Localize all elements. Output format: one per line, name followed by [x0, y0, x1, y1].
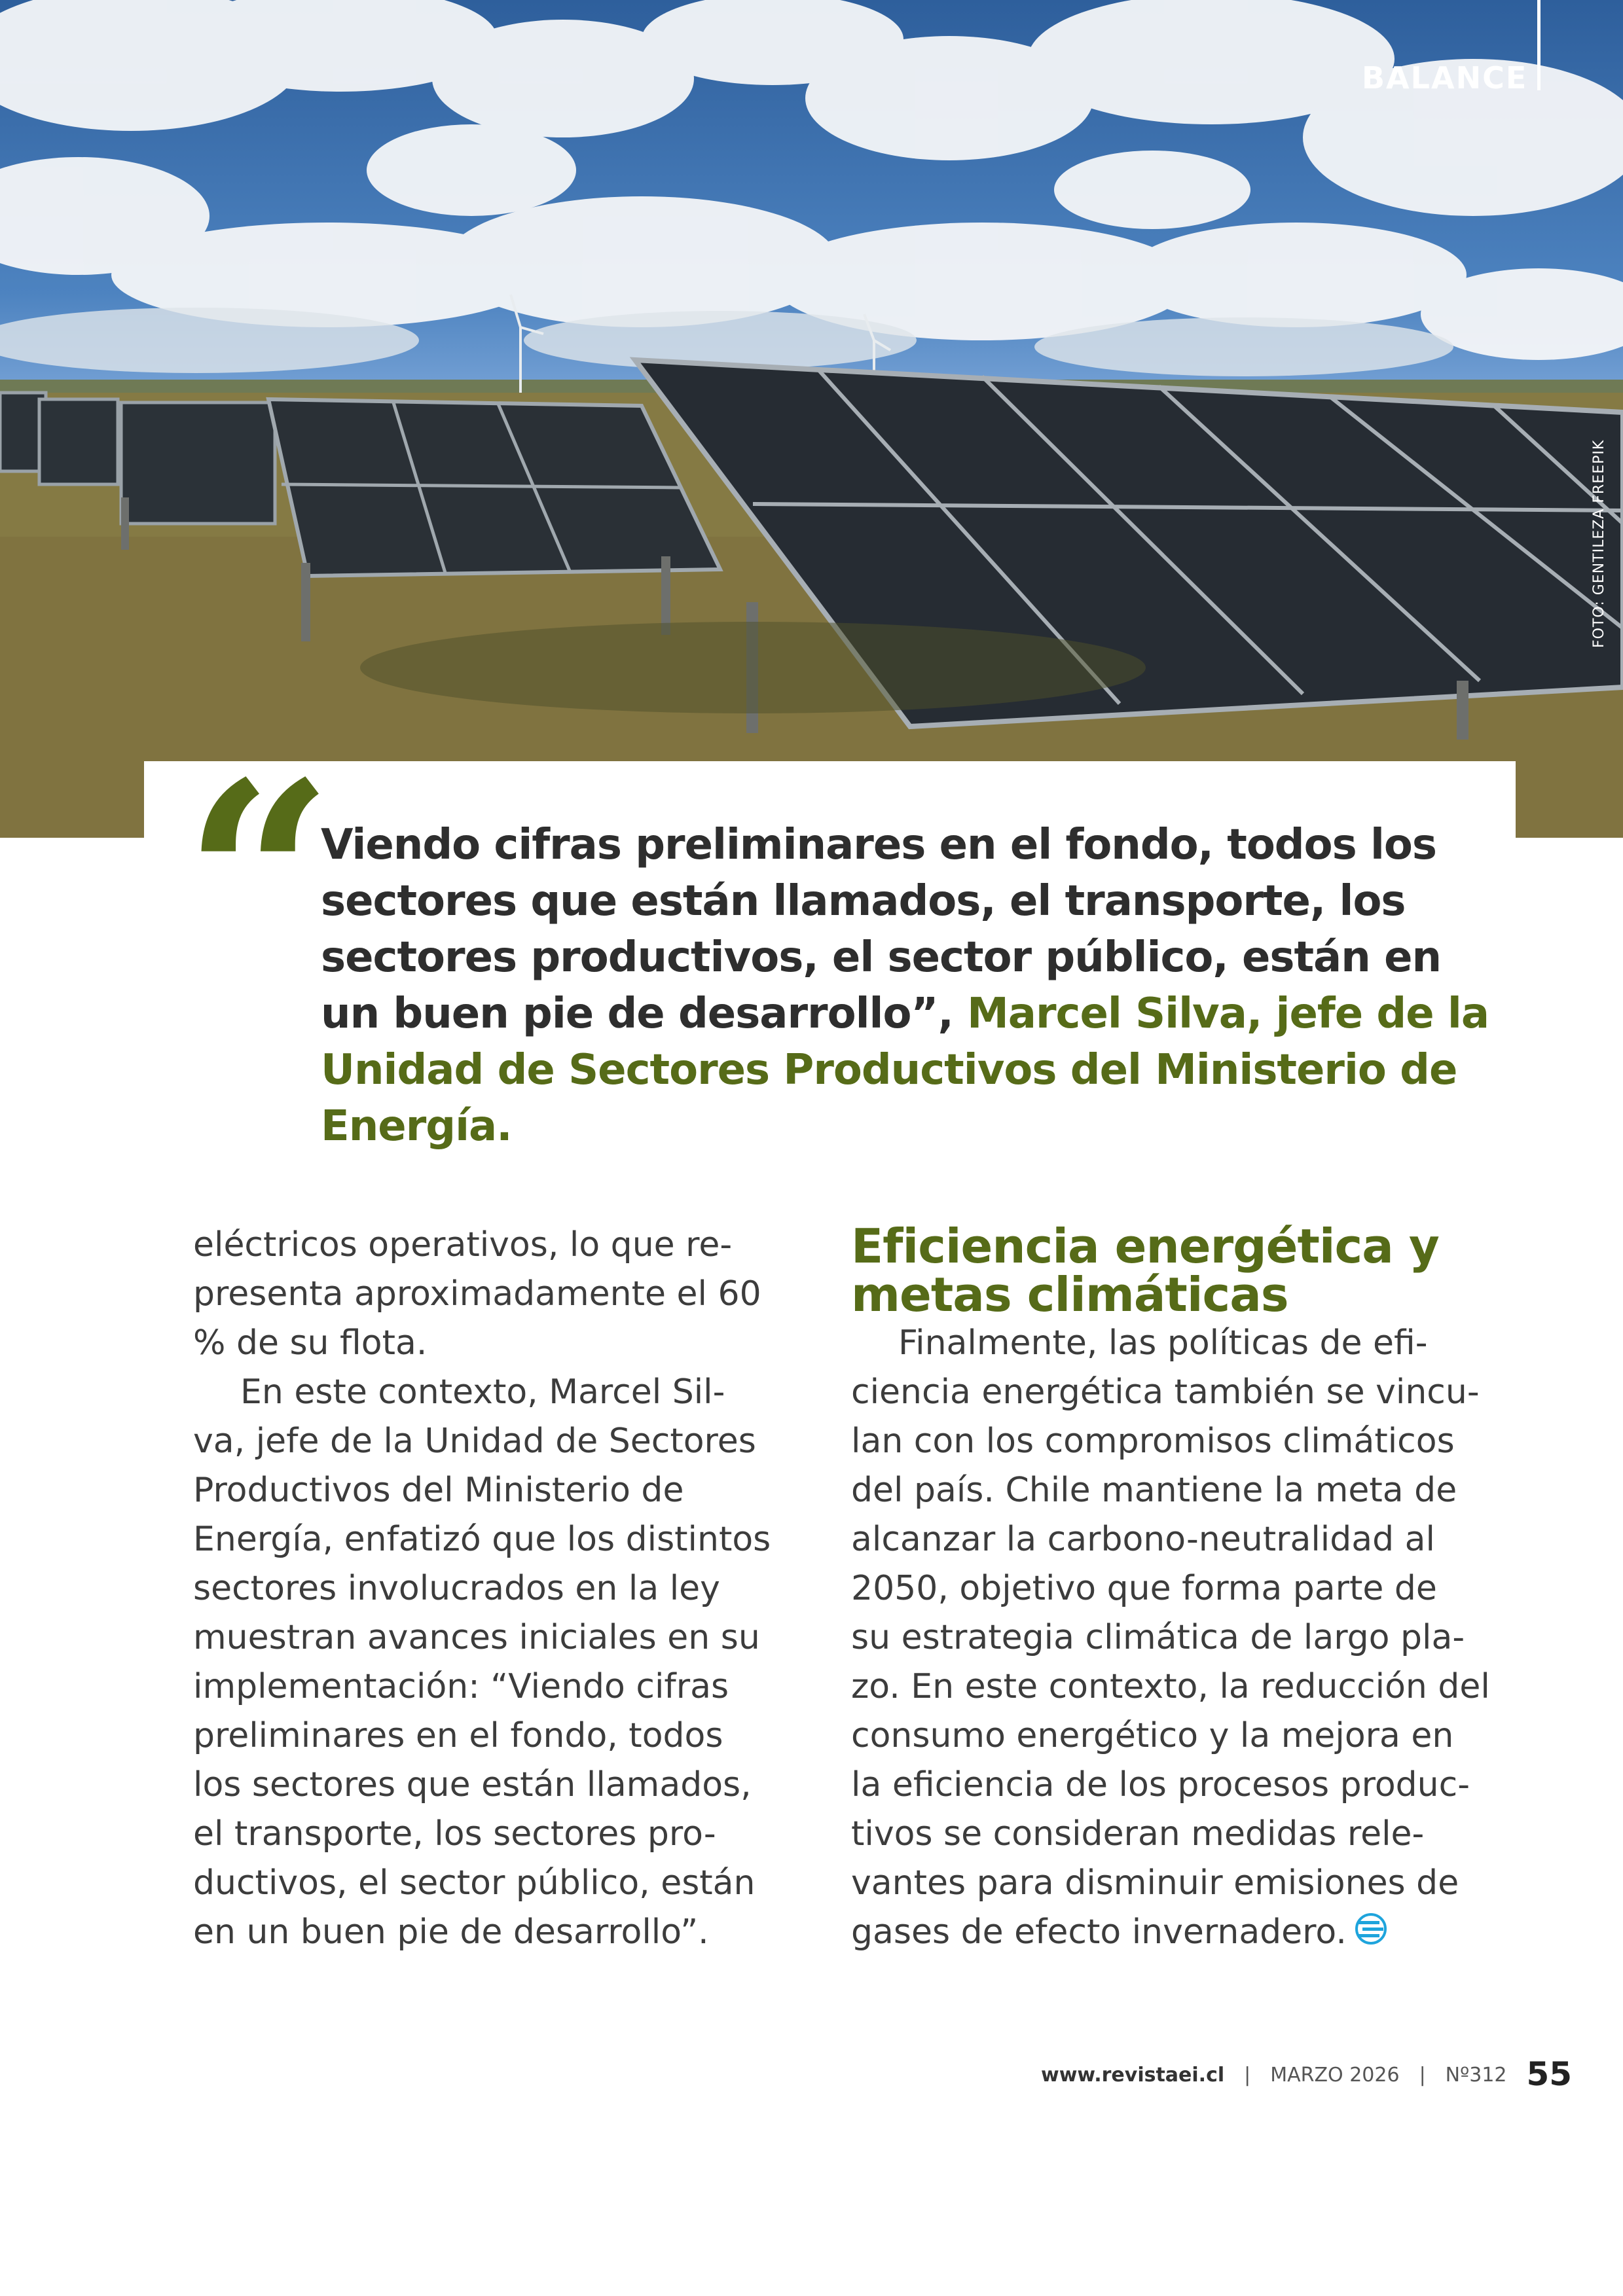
hero-photo: [0, 0, 1623, 838]
section-tag: BALANCE: [1362, 60, 1528, 96]
text-line-last-content: gases de efecto invernadero.: [851, 1912, 1347, 1952]
footer-url[interactable]: www.revistaei.cl: [1041, 2064, 1225, 2087]
heading-line: Eficiencia energética y: [851, 1219, 1439, 1274]
text-line: del país. Chile mantiene la meta de: [851, 1471, 1457, 1510]
quote-mark-icon: “: [183, 725, 302, 1033]
text-line: alcanzar la carbono-neutralidad al: [851, 1520, 1435, 1559]
text-line: Productivos del Ministerio de: [193, 1471, 684, 1510]
text-line: en un buen pie de desarrollo”.: [193, 1912, 709, 1952]
text-line: Energía, enfatizó que los distintos: [193, 1520, 771, 1559]
text-line: lan con los compromisos climáticos: [851, 1422, 1455, 1461]
footer-issue: Nº312: [1445, 2064, 1507, 2087]
heading-line: metas climáticas: [851, 1267, 1288, 1322]
text-line: % de su flota.: [193, 1323, 428, 1363]
section-heading: [851, 1219, 1493, 1322]
text-line: vantes para disminuir emisiones de: [851, 1863, 1459, 1903]
text-line: presenta aproximadamente el 60: [193, 1274, 761, 1314]
footer-date: MARZO 2026: [1270, 2064, 1400, 2087]
text-line: 2050, objetivo que forma parte de: [851, 1569, 1437, 1608]
text-line: ductivos, el sector público, están: [193, 1863, 756, 1903]
pull-quote-attribution: Marcel Silva, jefe de la Unidad de Sectores Productivos del Ministerio de Energía.: [321, 990, 1489, 1151]
text-line: su estrategia climática de largo pla-: [851, 1618, 1465, 1657]
pull-quote-text: [321, 817, 1499, 1155]
text-line: consumo energético y la mejora en: [851, 1716, 1454, 1755]
pull-quote-body: Viendo cifras preliminares en el fondo, todos los sectores que están llamados, el transporte, los sectores productivos, el sector público, están en un buen pie de desarrollo”,: [321, 821, 1442, 1038]
text-line: va, jefe de la Unidad de Sectores: [193, 1422, 756, 1461]
text-line: En este contexto, Marcel Sil-: [240, 1372, 725, 1412]
text-line-last: [851, 1908, 1493, 1959]
text-line: sectores involucrados en la ley: [193, 1569, 720, 1608]
solar-farm-illustration: [0, 0, 1623, 838]
text-line: eléctricos operativos, lo que re-: [193, 1225, 733, 1265]
text-line: zo. En este contexto, la reducción del: [851, 1667, 1490, 1706]
footer-separator: |: [1244, 2064, 1251, 2087]
ei-logo-icon: [1355, 1910, 1387, 1959]
text-line: implementación: “Viendo cifras: [193, 1667, 729, 1706]
text-line: preliminares en el fondo, todos: [193, 1716, 723, 1755]
article-column-right: [851, 1221, 1493, 1959]
page-footer: [1041, 2055, 1572, 2093]
text-line: ciencia energética también se vincu-: [851, 1372, 1480, 1412]
text-line: muestran avances iniciales en su: [193, 1618, 760, 1657]
text-line: el transporte, los sectores pro-: [193, 1814, 716, 1854]
pull-quote: [144, 725, 1516, 1151]
text-line: tivos se consideran medidas rele-: [851, 1814, 1425, 1854]
photo-credit: FOTO: GENTILEZA FREEPIK: [1591, 439, 1607, 648]
text-line: los sectores que están llamados,: [193, 1765, 752, 1804]
text-line: la eficiencia de los procesos produc-: [851, 1765, 1470, 1804]
section-tag-divider: [1537, 0, 1541, 90]
text-line: Finalmente, las políticas de efi-: [898, 1323, 1428, 1363]
footer-separator: |: [1419, 2064, 1426, 2087]
article-column-left: [193, 1221, 802, 1957]
page-number: 55: [1526, 2055, 1573, 2093]
